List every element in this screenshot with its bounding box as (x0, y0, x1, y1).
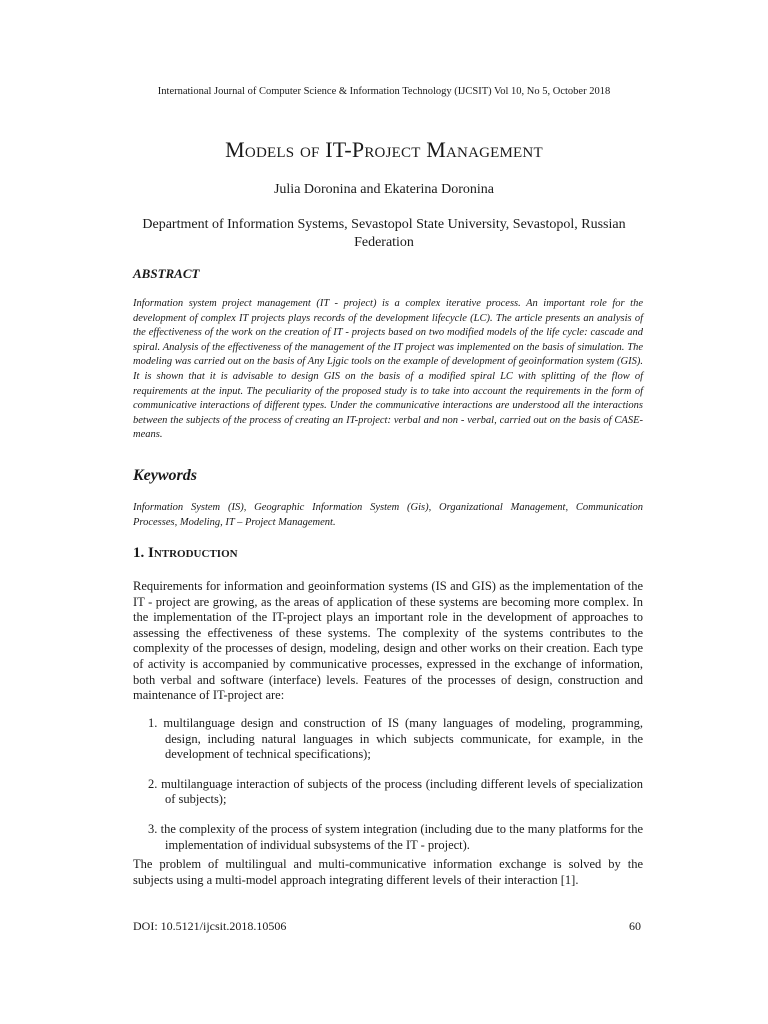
abstract-heading: ABSTRACT (133, 266, 200, 281)
section-heading-introduction (133, 545, 238, 562)
list-item: 3. the complexity of the process of system integration (including due to the many platforms for the implementation of individual subsystems of the IT - project). (148, 821, 643, 852)
list-item: 2. multilanguage interaction of subjects of the process (including different levels of specialization of subjects); (148, 776, 643, 807)
introduction-paragraph: Requirements for information and geoinformation systems (IS and GIS) as the implementation of the IT - project are growing, as the areas of application of these systems are becoming more complex. In the implementation of the IT-project plays an important role in the development of approaches to assessing the effectiveness of these systems. The complexity of the systems contributes to the complexity of the processes of design, modeling, design and other works on their creation. Each type of activity is accompanied by communicative processes, expressed in the exchange of information, both verbal and software (interface) levels. Features of the processes of design, construction and maintenance of IT-project are: (133, 579, 643, 703)
keywords-heading: Keywords (133, 467, 197, 484)
author-affiliation: Department of Information Systems, Sevastopol State University, Sevastopol, Russian Federation (142, 217, 626, 250)
section-number: 1. (133, 545, 148, 561)
list-item: 1. multilanguage design and construction of IS (many languages of modeling, programming, design, including natural languages in which subjects communicate, for example, in the development of technical specifications); (148, 716, 643, 762)
running-header: International Journal of Computer Science & Information Technology (IJCSIT) Vol 10, No 5, October 2018 (157, 86, 611, 97)
footer-doi: DOI: 10.5121/ijcsit.2018.10506 (133, 919, 287, 933)
abstract-text: Information system project management (IT - project) is a complex iterative process. An important role for the development of complex IT projects plays records of the development lifecycle (LC). The article presents an analysis of the effectiveness of the work on the creation of IT - projects based on two modified models of the life cycle: cascade and spiral. Analysis of the effectiveness of the management of the IT project was implemented on the basis of simulation. The modeling was carried out on the basis of Any Ljgic tools on the example of development of geoinformation system (GIS). It is shown that it is advisable to design GIS on the basis of a modified spiral LC with splitting of the flow of requirements at the input. The peculiarity of the proposed study is to take into account the requirements in the form of communicative interactions of different types. Under the communicative interactions are understood all the interactions between the subjects of the process of creating an IT-project: verbal and non - verbal, carried out on the basis of CASE-means. (133, 298, 643, 441)
page-number: 60 (629, 919, 641, 933)
section-title: Introduction (148, 545, 238, 561)
closing-paragraph: The problem of multilingual and multi-communicative information exchange is solved by the subjects using a multi-model approach integrating different levels of their interaction [1]. (133, 857, 643, 887)
features-list (148, 716, 643, 867)
paper-title: Models of IT-Project Management (225, 137, 543, 162)
paper-authors: Julia Doronina and Ekaterina Doronina (273, 182, 495, 197)
keywords-text: Information System (IS), Geographic Information System (Gis), Organizational Management, Communication Processes, Modeling, IT – Project Management. (133, 502, 643, 528)
